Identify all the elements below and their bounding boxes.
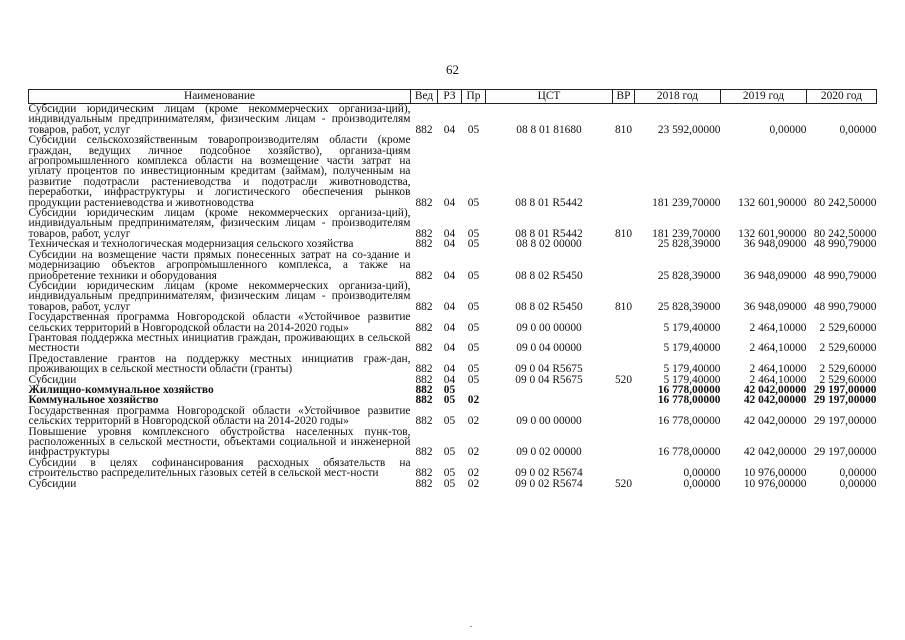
cell-2020: 80 242,50000 xyxy=(813,227,877,240)
cell-2020: 0,00000 xyxy=(839,477,877,490)
cell-2018: 16 778,00000 xyxy=(657,383,721,396)
table-row xyxy=(29,250,877,281)
cell-ved: 882 xyxy=(415,383,433,396)
cell-2019: 2 464,10000 xyxy=(749,363,807,376)
header-cst: ЦСТ xyxy=(486,90,613,104)
header-pr: Пр xyxy=(462,90,486,104)
cell-rz: 05 xyxy=(443,415,456,428)
cell-2019: 132 601,90000 xyxy=(738,227,807,240)
cell-cst: 09 0 02 R5674 xyxy=(515,477,583,490)
cell-vr xyxy=(613,427,635,458)
cell-2018: 16 778,00000 xyxy=(657,394,721,407)
cell-pr: 05 xyxy=(467,363,480,376)
cell-cst: 09 0 00 00000 xyxy=(516,415,582,428)
cell-2020: 2 529,60000 xyxy=(819,321,877,334)
cell-ved: 882 xyxy=(415,373,433,386)
cell-vr xyxy=(613,135,635,208)
table-row xyxy=(29,406,877,427)
cell-pr: 02 xyxy=(467,467,480,480)
cell-cst: 08 8 02 00000 xyxy=(516,238,582,251)
table-row xyxy=(29,354,877,375)
cell-2020: 29 197,00000 xyxy=(813,446,877,459)
cell-pr: 02 xyxy=(467,415,480,428)
cell-2018: 0,00000 xyxy=(683,477,721,490)
header-ved: Вед xyxy=(411,90,438,104)
cell-vr: 810 xyxy=(614,227,633,240)
cell-rz: 05 xyxy=(443,477,456,490)
cell-vr xyxy=(613,333,635,354)
cell-2020: 29 197,00000 xyxy=(813,394,877,407)
header-2019: 2019 год xyxy=(721,90,807,104)
cell-2019: 36 948,09000 xyxy=(743,269,807,282)
cell-ved: 882 xyxy=(415,227,433,240)
cell-cst: 09 0 02 R5674 xyxy=(515,467,583,480)
cell-ved: 882 xyxy=(415,321,433,334)
cell-2018: 23 592,00000 xyxy=(657,123,721,136)
cell-2018: 25 828,39000 xyxy=(657,238,721,251)
cell-2020: 80 242,50000 xyxy=(813,196,877,209)
cell-2020: 0,00000 xyxy=(839,123,877,136)
cell-cst: 09 0 02 00000 xyxy=(516,446,582,459)
cell-name: Государственная программа Новгородской области «Устойчивое развитие сельских территорий в Новгородской области на 2014-2020 годы» xyxy=(28,311,411,334)
table-row xyxy=(29,135,877,208)
cell-name: Грантовая поддержка местных инициатив граждан, проживающих в сельской местности xyxy=(28,331,411,355)
table-row xyxy=(29,208,877,239)
cell-name: Техническая и технологическая модернизация сельского хозяйства xyxy=(28,238,354,251)
cell-2018: 16 778,00000 xyxy=(657,415,721,428)
cell-2019: 132 601,90000 xyxy=(738,196,807,209)
cell-pr: 05 xyxy=(467,269,480,282)
cell-2019: 36 948,09000 xyxy=(743,238,807,251)
cell-ved: 882 xyxy=(415,467,433,480)
table-row xyxy=(29,333,877,354)
cell-pr: 02 xyxy=(467,394,480,407)
cell-rz: 05 xyxy=(443,467,456,480)
cell-rz: 04 xyxy=(443,300,456,313)
cell-pr: 05 xyxy=(467,238,480,251)
cell-ved: 882 xyxy=(415,269,433,282)
cell-2019: 42 042,00000 xyxy=(743,415,807,428)
cell-2019: 2 464,10000 xyxy=(749,342,807,355)
cell-name: Субсидии юридическим лицам (кроме некоммерческих организа-ций), индивидуальным предпринимателям, физическим лицам - производителям товаров, работ, услуг xyxy=(28,103,411,136)
cell-vr xyxy=(613,406,635,427)
cell-2018: 25 828,39000 xyxy=(657,300,721,313)
table-row xyxy=(29,479,877,489)
cell-vr: 810 xyxy=(614,123,633,136)
cell-2020: 48 990,79000 xyxy=(813,300,877,313)
cell-cst xyxy=(486,395,613,405)
cell-cst: 08 8 02 R5450 xyxy=(515,269,583,282)
cell-rz: 05 xyxy=(443,383,456,396)
header-2018: 2018 год xyxy=(635,90,721,104)
cell-2018: 5 179,40000 xyxy=(663,363,721,376)
cell-rz: 04 xyxy=(443,269,456,282)
scan-artifact xyxy=(470,626,472,627)
cell-vr xyxy=(613,239,635,249)
cell-2019: 42 042,00000 xyxy=(743,446,807,459)
cell-2020: 29 197,00000 xyxy=(813,415,877,428)
cell-cst: 09 0 04 00000 xyxy=(516,342,582,355)
cell-cst: 08 8 02 R5450 xyxy=(515,300,583,313)
cell-ved: 882 xyxy=(415,300,433,313)
table-body xyxy=(29,104,877,490)
cell-name: Жилищно-коммунальное хозяйство xyxy=(28,383,214,396)
cell-2019: 42 042,00000 xyxy=(743,383,807,396)
cell-ved: 882 xyxy=(415,477,433,490)
table-row xyxy=(29,312,877,333)
cell-name: Субсидии юридическим лицам (кроме некоммерческих организа-ций), индивидуальным предпринимателям, физическим лицам - производителям товаров, работ, услуг xyxy=(28,207,411,240)
cell-vr xyxy=(613,458,635,479)
cell-2020: 0,00000 xyxy=(839,467,877,480)
cell-name: Субсидии xyxy=(28,477,77,490)
cell-cst: 09 0 00 00000 xyxy=(516,321,582,334)
cell-ved: 882 xyxy=(415,196,433,209)
table-row xyxy=(29,104,877,136)
page-number: 62 xyxy=(446,62,459,77)
cell-rz: 05 xyxy=(443,446,456,459)
cell-vr: 520 xyxy=(614,373,633,386)
cell-cst xyxy=(486,385,613,395)
cell-2019: 2 464,10000 xyxy=(749,373,807,386)
cell-cst: 08 8 01 R5442 xyxy=(515,227,583,240)
cell-vr xyxy=(613,385,635,395)
cell-2018: 5 179,40000 xyxy=(663,373,721,386)
cell-pr: 05 xyxy=(467,342,480,355)
table-row xyxy=(29,458,877,479)
cell-ved: 882 xyxy=(415,394,433,407)
table-row xyxy=(29,281,877,312)
cell-name: Государственная программа Новгородской области «Устойчивое развитие сельских территорий в Новгородской области на 2014-2020 годы» xyxy=(28,404,411,428)
cell-ved: 882 xyxy=(415,446,433,459)
cell-2020: 2 529,60000 xyxy=(819,342,877,355)
cell-cst: 09 0 04 R5675 xyxy=(515,363,583,376)
cell-pr: 02 xyxy=(467,477,480,490)
cell-rz: 04 xyxy=(443,363,456,376)
cell-pr: 05 xyxy=(467,123,480,136)
cell-pr: 02 xyxy=(467,446,480,459)
cell-2019: 10 976,00000 xyxy=(743,467,807,480)
cell-cst: 09 0 04 R5675 xyxy=(515,373,583,386)
cell-ved: 882 xyxy=(415,363,433,376)
cell-ved: 882 xyxy=(415,415,433,428)
cell-rz: 04 xyxy=(443,123,456,136)
cell-pr: 05 xyxy=(467,227,480,240)
cell-rz: 04 xyxy=(443,238,456,251)
cell-name: Субсидии в целях софинансирования расходных обязательств на строительство распределительных газовых сетей в сельской мест-ности xyxy=(28,456,411,480)
cell-vr xyxy=(613,250,635,281)
cell-vr: 810 xyxy=(614,300,633,313)
cell-2020: 2 529,60000 xyxy=(819,373,877,386)
cell-2018: 5 179,40000 xyxy=(663,321,721,334)
cell-2018: 5 179,40000 xyxy=(663,342,721,355)
cell-2018: 0,00000 xyxy=(683,467,721,480)
cell-rz: 04 xyxy=(443,342,456,355)
cell-rz: 04 xyxy=(443,321,456,334)
cell-rz: 04 xyxy=(443,227,456,240)
cell-2019: 0,00000 xyxy=(769,123,807,136)
cell-name: Коммунальное хозяйство xyxy=(28,394,159,407)
cell-rz: 04 xyxy=(443,373,456,386)
cell-name: Субсидии xyxy=(28,373,77,386)
cell-2019: 10 976,00000 xyxy=(743,477,807,490)
cell-2020: 29 197,00000 xyxy=(813,383,877,396)
cell-pr: 05 xyxy=(467,321,480,334)
table-header-row xyxy=(29,90,877,104)
cell-name: Повышение уровня комплексного обустройства населенных пунк-тов, расположенных в сельской местности, объектами социальной и инженерной инфраструктуры xyxy=(28,425,411,459)
cell-pr: 05 xyxy=(467,300,480,313)
cell-ved: 882 xyxy=(415,342,433,355)
cell-2018: 181 239,70000 xyxy=(652,196,721,209)
cell-2019: 36 948,09000 xyxy=(743,300,807,313)
cell-2020: 48 990,79000 xyxy=(813,269,877,282)
cell-ved: 882 xyxy=(415,238,433,251)
cell-vr xyxy=(613,312,635,333)
cell-2018: 25 828,39000 xyxy=(657,269,721,282)
cell-2019: 42 042,00000 xyxy=(743,394,807,407)
cell-pr: 05 xyxy=(467,196,480,209)
cell-2020: 2 529,60000 xyxy=(819,363,877,376)
cell-2018: 16 778,00000 xyxy=(657,446,721,459)
cell-name: Субсидии на возмещение части прямых понесенных затрат на со-здание и модернизацию объектов агропромышленного комплекса, а также на приобретение техники и оборудования xyxy=(28,248,411,282)
cell-2018: 181 239,70000 xyxy=(652,227,721,240)
header-vr: ВР xyxy=(613,90,635,104)
cell-rz: 04 xyxy=(443,196,456,209)
cell-name: Субсидии сельскохозяйственным товаропроизводителям области (кроме граждан, ведущих личное подсобное хозяйство), организа-циям агропромышленного комплекса области на возмещение части затрат на уплату процентов по инвестиционным кредитам (займам), полученным на развитие подотрасли растениеводства и подотрасли животноводства, переработки, инфраструктуры и логистического обеспечения рынков продукции растениеводства и животноводства xyxy=(28,134,411,209)
cell-ved: 882 xyxy=(415,123,433,136)
table-row xyxy=(29,427,877,458)
header-name: Наименование xyxy=(29,90,411,104)
header-rz: РЗ xyxy=(438,90,462,104)
cell-cst: 08 8 01 R5442 xyxy=(515,196,583,209)
header-2020: 2020 год xyxy=(807,90,877,104)
cell-vr xyxy=(613,354,635,375)
cell-2019: 2 464,10000 xyxy=(749,321,807,334)
cell-vr: 520 xyxy=(614,477,633,490)
cell-vr xyxy=(613,395,635,405)
cell-name: Субсидии юридическим лицам (кроме некоммерческих организа-ций), индивидуальным предпринимателям, физическим лицам - производителям товаров, работ, услуг xyxy=(28,279,411,313)
cell-pr: 05 xyxy=(467,373,480,386)
cell-name: Предоставление грантов на поддержку местных инициатив граж-дан, проживающих в сельской местности области (гранты) xyxy=(28,352,411,376)
cell-cst: 08 8 01 81680 xyxy=(516,123,582,136)
budget-table xyxy=(28,89,877,489)
cell-rz: 05 xyxy=(443,394,456,407)
cell-2020: 48 990,79000 xyxy=(813,238,877,251)
